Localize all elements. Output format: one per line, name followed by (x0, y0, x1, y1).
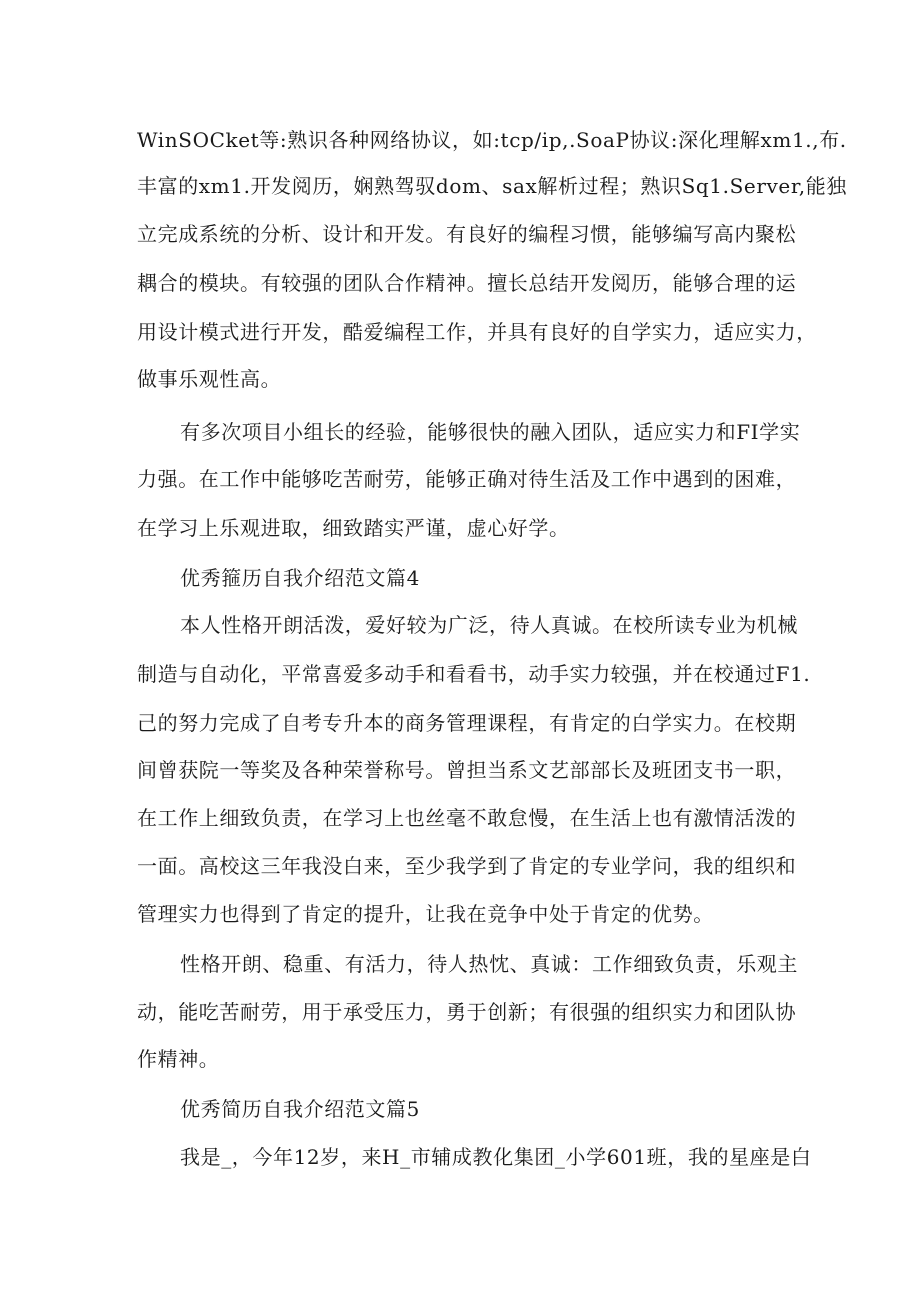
paragraph-line: 用设计模式进行开发，酷爱编程工作，并具有良好的自学实力，适应实力， (137, 320, 817, 344)
paragraph-line: 在工作上细致负责，在学习上也丝毫不敢怠慢，在生活上也有激情活泼的 (137, 806, 797, 830)
paragraph-line: 制造与自动化，平常喜爱多动手和看看书，动手实力较强，并在校通过F1. (137, 662, 811, 686)
paragraph-line: 丰富的xm1.开发阅历，娴熟驾驭dom、sax解析过程；熟识Sq1.Server,能独 (137, 174, 847, 198)
paragraph-line: 做事乐观性高。 (137, 367, 282, 391)
paragraph-line: 立完成系统的分析、设计和开发。有良好的编程习惯，能够编写高内聚松 (137, 222, 797, 246)
paragraph-line: 有多次项目小组长的经验，能够很快的融入团队，适应实力和FI学实 (180, 420, 801, 444)
paragraph-line: 力强。在工作中能够吃苦耐劳，能够正确对待生活及工作中遇到的困难， (137, 467, 797, 491)
paragraph-line: 我是_，今年12岁，来H_市辅成教化集团_小学601班，我的星座是白 (180, 1145, 812, 1169)
paragraph-line: 己的努力完成了自考专升本的商务管理课程，有肯定的白学实力。在校期 (137, 711, 797, 735)
paragraph-line: 一面。高校这三年我没白来，至少我学到了肯定的专业学问，我的组织和 (137, 854, 797, 878)
paragraph-line: 本人性格开朗活泼，爱好较为广泛，待人真诚。在校所读专业为机械 (180, 613, 798, 637)
paragraph-line: 在学习上乐观进取，细致踏实严谨，虚心好学。 (137, 516, 570, 540)
paragraph-line: 动，能吃苦耐劳，用于承受压力，勇于创新；有很强的组织实力和团队协 (137, 1000, 797, 1024)
paragraph-line: WinSOCket等:熟识各种网络协议，如:tcp/ip,.SoaP协议:深化理解xm1.,布. (137, 128, 847, 152)
paragraph-line: 作精神。 (137, 1047, 220, 1071)
paragraph-line: 间曾获院一等奖及各种荣誉称号。曾担当系文艺部部长及班团支书一职， (137, 758, 797, 782)
section-heading: 优秀箍历自我介绍范文篇4 (180, 566, 420, 590)
paragraph-line: 耦合的模块。有较强的团队合作精神。擅长总结开发阅历，能够合理的运 (137, 271, 797, 295)
paragraph-line: 管理实力也得到了肯定的提升，让我在竞争中处于肯定的优势。 (137, 902, 714, 926)
paragraph-line: 性格开朗、稳重、有活力，待人热忱、真诚：工作细致负责，乐观主 (180, 952, 798, 976)
section-heading: 优秀简历自我介绍范文篇5 (180, 1097, 420, 1121)
